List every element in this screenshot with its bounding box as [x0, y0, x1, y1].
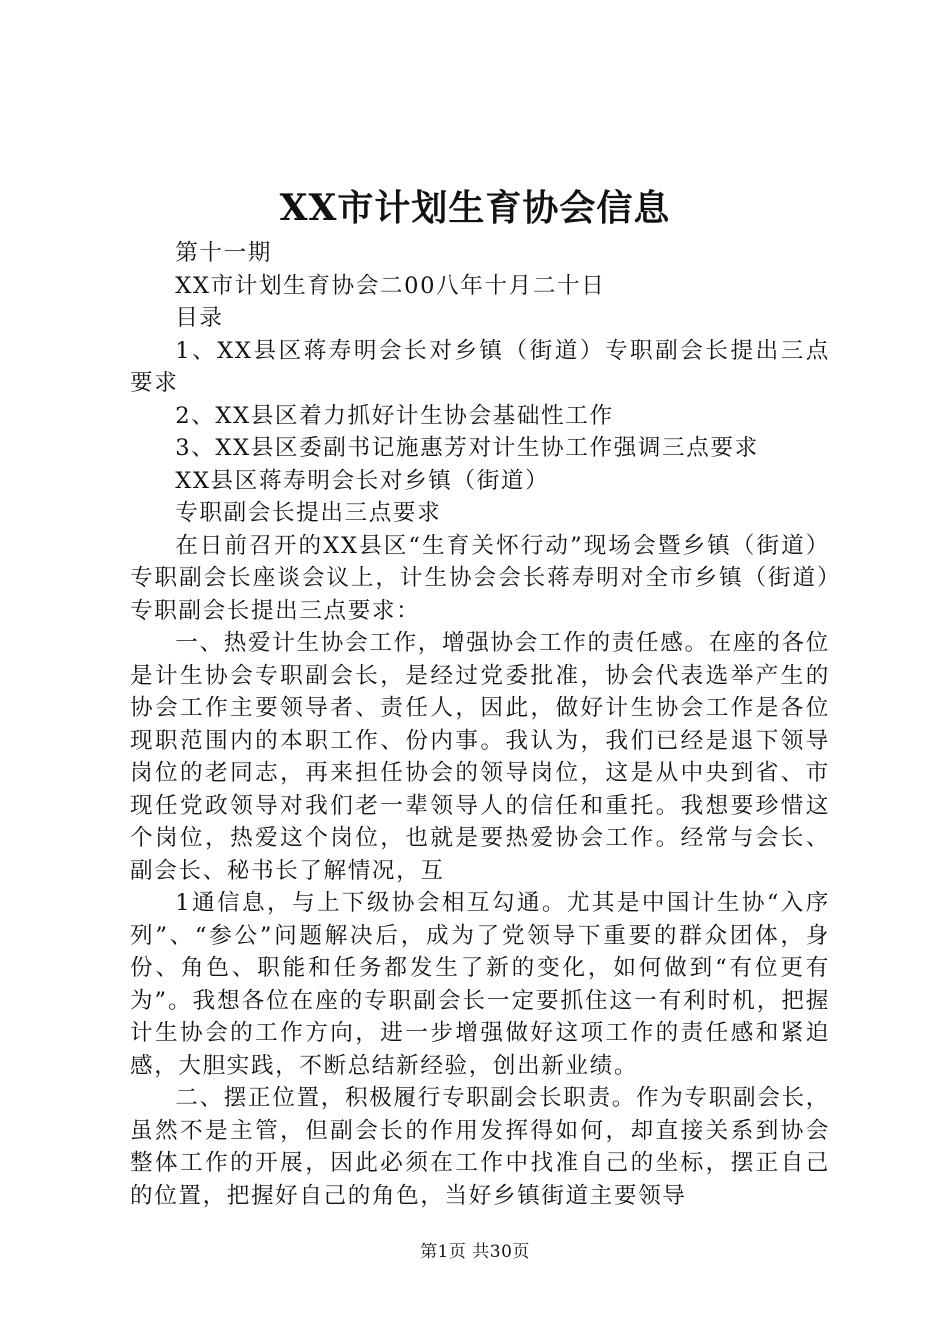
toc-item: 2、XX县区着力抓好计生协会基础性工作: [175, 402, 614, 429]
toc-heading: 目录: [175, 305, 224, 331]
page-footer: 第1页 共30页: [420, 1242, 530, 1262]
body-paragraph: 一、热爱计生协会工作，增强协会工作的责任感。在座的各位是计生协会专职副会长，是经过党委批准，协会代表选举产生的协会工作主要领导者、责任人，因此，做好计生协会工作是各位现职范围内的本职工作、份内事。我认为，我们已经是退下领导岗位的老同志，再来担任协会的领导岗位，这是从中央到省、市现任党政领导对我们老一辈领导人的信任和重托。我想要珍惜这个岗位，热爱这个岗位，也就是要热爱协会工作。经常与会长、副会长、秘书长了解情况，互: [130, 630, 830, 884]
article-heading-line: XX县区蒋寿明会长对乡镇（街道）: [175, 467, 550, 494]
article-heading-line: 专职副会长提出三点要求: [175, 500, 442, 526]
document-title: XX市计划生育协会信息: [279, 187, 671, 229]
body-paragraph: 二、摆正位置，积极履行专职副会长职责。作为专职副会长，虽然不是主管，但副会长的作用发挥得如何，却直接关系到协会整体工作的开展，因此必须在工作中找准自己的坐标，摆正自己的位置，把握好自己的角色，当好乡镇街道主要领导: [130, 1085, 830, 1209]
issue-number: 第十一期: [175, 240, 272, 266]
toc-item: 1、XX县区蒋寿明会长对乡镇（街道）专职副会长提出三点要求: [130, 337, 830, 396]
toc-item: 3、XX县区委副书记施惠芳对计生协工作强调三点要求: [175, 435, 759, 461]
publisher-date: XX市计划生育协会二00八年十月二十日: [175, 272, 606, 299]
body-paragraph: 在日前召开的XX县区“生育关怀行动”现场会暨乡镇（街道）专职副会长座谈会议上，计生协会会长蒋寿明对全市乡镇（街道）专职副会长提出三点要求：: [130, 532, 830, 624]
body-paragraph: 1通信息，与上下级协会相互勾通。尤其是中国计生协“入序列”、“参公”问题解决后，成为了党领导下重要的群众团体，身份、角色、职能和任务都发生了新的变化，如何做到“有位更有为”。我想各位在座的专职副会长一定要抓住这一有利时机，把握计生协会的工作方向，进一步增强做好这项工作的责任感和紧迫感，大胆实践，不断总结新经验，创出新业绩。: [130, 890, 830, 1079]
document-body: [130, 237, 830, 1212]
